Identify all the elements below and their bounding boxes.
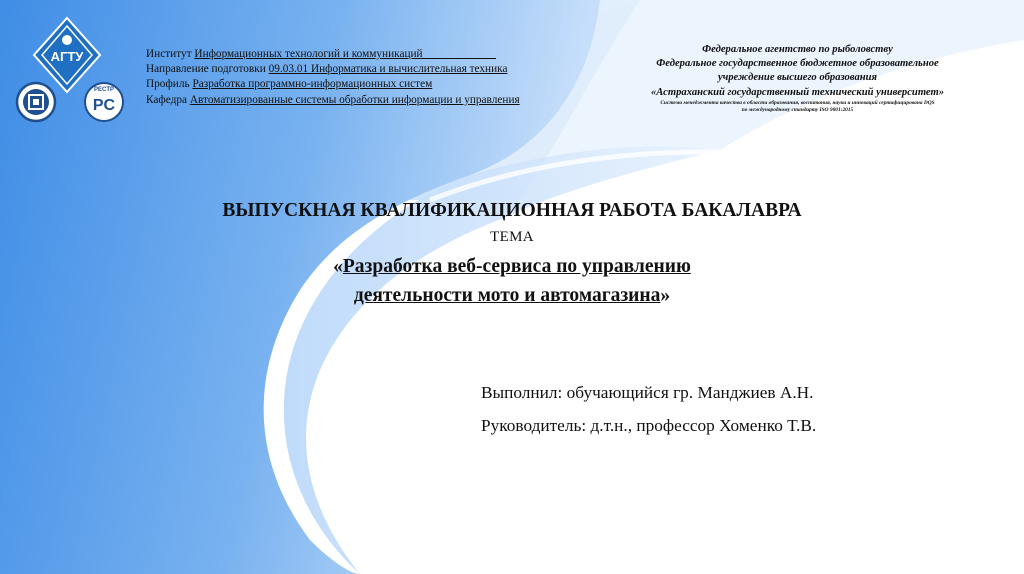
topic-open-quote: « [333,256,343,277]
certification-icon [85,83,123,121]
profile-row [146,77,520,92]
direction-label: Направление подготовки [146,63,269,76]
profile-value: Разработка программно-информационных систем [192,78,433,91]
author-line: Выполнил: обучающийся гр. Манджиев А.Н. [481,383,814,402]
topic-line-1 [0,252,1024,281]
quality-emblem-icon [17,83,55,121]
direction-value: 09.03.01 Информатика и вычислительная техника [268,63,508,76]
institute-label: Институт [146,48,195,60]
thesis-topic [0,252,1024,310]
institute-value: Информационных технологий и коммуникаций [194,48,497,60]
agency-line-4: «Астраханский государственный технический университет» [650,86,945,98]
university-logo [34,18,100,92]
institution-info [146,47,520,108]
institute-row [146,47,520,62]
agency-small-2: по международному стандарту ISO 9001:2015 [741,106,854,113]
topic-text-2: деятельности мото и автомагазина [353,285,661,306]
direction-row [146,62,520,77]
department-label: Кафедра [146,93,190,106]
agency-info [600,43,995,114]
logos-group [0,0,140,140]
topic-line-2 [0,281,1024,310]
department-value: Автоматизированные системы обработки информации и управления [189,93,520,106]
logo-main-text: АГТУ [50,49,84,64]
department-row [146,93,520,108]
agency-line-2: Федеральное государственное бюджетное образовательное [656,58,939,70]
agency-line-1: Федеральное агентство по рыболовству [702,44,893,55]
topic-text-1: Разработка веб-сервиса по управлению [342,256,691,277]
cert-text: PECTP [93,87,115,93]
profile-label: Профиль [146,78,193,91]
topic-close-quote: » [660,285,671,306]
authors-block [481,376,816,442]
tema-label: ТЕМА [490,229,534,245]
supervisor-line: Руководитель: д.т.н., профессор Хоменко Т.В. [481,416,817,435]
agency-small-1: Система менеджмента качества в области образования, воспитания, науки и инноваций сертифицирована DQS [660,99,935,106]
svg-text:PC: PC [92,97,116,114]
agency-line-3: учреждение высшего образования [718,72,877,84]
thesis-title: ВЫПУСКНАЯ КВАЛИФИКАЦИОННАЯ РАБОТА БАКАЛАВРА [222,200,802,221]
